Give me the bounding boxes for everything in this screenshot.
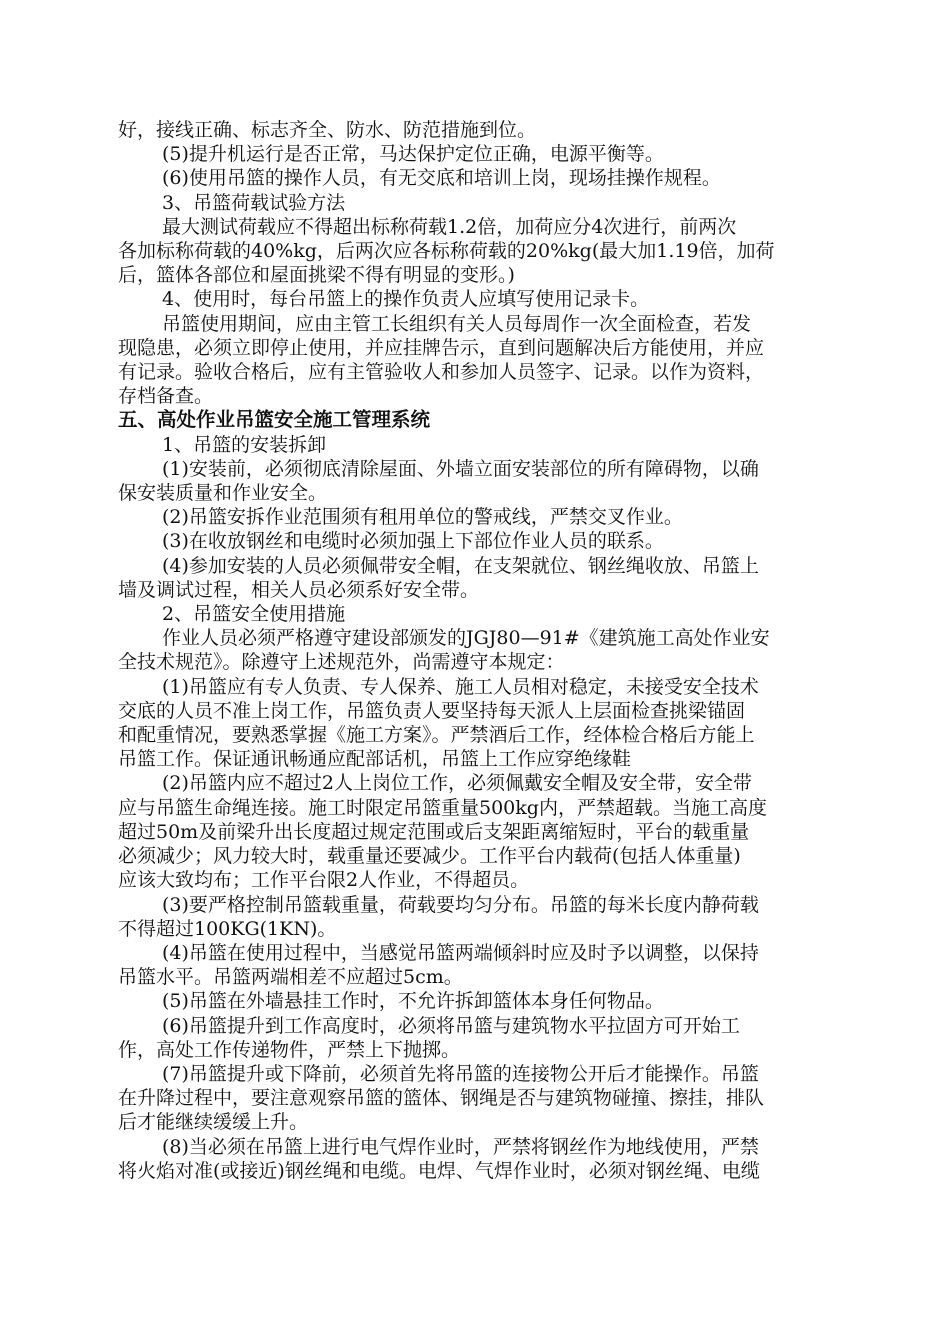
text-line: 将火焰对准(或接近)钢丝绳和电缆。电焊、气焊作业时，必须对钢丝绳、电缆 xyxy=(118,1159,760,1182)
text-line: 现隐患，必须立即停止使用，并应挂牌告示，直到问题解决后方能使用，并应 xyxy=(118,336,765,359)
text-line: (3)在收放钢丝和电缆时必须加强上下部位作业人员的联系。 xyxy=(162,530,664,553)
text-line: (8)当必须在吊篮上进行电气焊作业时，严禁将钢丝作为地线使用，严禁 xyxy=(162,1135,759,1158)
text-line: 好，接线正确、标志齐全、防水、防范措施到位。 xyxy=(118,119,537,141)
text-line: (1)吊篮应有专人负责、专人保养、施工人员相对稳定，未接受安全技术 xyxy=(162,675,759,698)
text-line: (2)吊篮安拆作业范围须有租用单位的警戒线，严禁交叉作业。 xyxy=(162,506,683,529)
text-line: (6)吊篮提升到工作高度时，必须将吊篮与建筑物水平拉固方可开始工 xyxy=(162,1014,740,1037)
text-line: 最大测试荷载应不得超出标称荷载1.2倍，加荷应分4次进行，前两次 xyxy=(162,215,737,238)
text-line: 4、使用时，每台吊篮上的操作负责人应填写使用记录卡。 xyxy=(162,288,650,311)
text-line: (1)安装前，必须彻底清除屋面、外墙立面安装部位的所有障碍物，以确 xyxy=(162,457,759,480)
text-line: (6)使用吊篮的操作人员，有无交底和培训上岗，现场挂操作规程。 xyxy=(162,167,721,190)
text-line: (4)吊篮在使用过程中，当感觉吊篮两端倾斜时应及时予以调整，以保持 xyxy=(162,941,759,964)
text-line: 应与吊篮生命绳连接。施工时限定吊篮重量500kg内，严禁超载。当施工高度 xyxy=(118,796,767,819)
text-line: 作，高处工作传递物件，严禁上下抛掷。 xyxy=(118,1038,461,1061)
text-line: 墙及调试过程，相关人员必须系好安全带。 xyxy=(118,578,480,601)
text-line: 应该大致均布；工作平台限2人作业，不得超员。 xyxy=(118,869,530,892)
text-line: 2、吊篮安全使用措施 xyxy=(162,603,346,626)
text-line: 和配重情况，要熟悉掌握《施工方案》。严禁酒后工作，经体检合格后方能上 xyxy=(118,724,755,747)
text-line: 作业人员必须严格遵守建设部颁发的JGJ80—91#《建筑施工高处作业安 xyxy=(162,627,770,650)
text-line: 交底的人员不准上岗工作，吊篮负责人要坚持每天派人上层面检查挑梁锚固 xyxy=(118,699,746,722)
text-line: 保安装质量和作业安全。 xyxy=(118,482,328,505)
section-heading: 五、高处作业吊篮安全施工管理系统 xyxy=(118,408,431,432)
text-line: (3)要严格控制吊篮载重量，荷载要均匀分布。吊篮的每米长度内静荷载 xyxy=(162,893,759,916)
text-line: 必须减少；风力较大时，载重量还要减少。工作平台内载荷(包括人体重量) xyxy=(118,845,741,868)
text-line: 吊篮水平。吊篮两端相差不应超过5cm。 xyxy=(118,966,463,989)
text-line: (4)参加安装的人员必须佩带安全帽，在支架就位、钢丝绳收放、吊篮上 xyxy=(162,554,759,577)
text-line: 各加标称荷载的40%kg，后两次应各标称荷载的20%kg(最大加1.19倍，加荷 xyxy=(118,240,775,263)
text-line: (5)提升机运行是否正常，马达保护定位正确，电源平衡等。 xyxy=(162,143,664,166)
text-line: 不得超过100KG(1KN)。 xyxy=(118,917,337,940)
text-line: 后才能继续缓缓上升。 xyxy=(118,1111,309,1134)
text-line: 存档备查。 xyxy=(118,385,214,408)
text-line: 1、吊篮的安装拆卸 xyxy=(162,433,327,456)
text-line: 有记录。验收合格后，应有主管验收人和参加人员签字、记录。以作为资料， xyxy=(118,361,765,384)
text-line: 在升降过程中，要注意观察吊篮的篮体、钢绳是否与建筑物碰撞、擦挂，排队 xyxy=(118,1087,765,1110)
text-line: 3、吊篮荷载试验方法 xyxy=(162,191,346,214)
text-line: 吊篮使用期间，应由主管工长组织有关人员每周作一次全面检查，若发 xyxy=(162,312,752,335)
document-page xyxy=(118,118,848,1183)
text-line: (5)吊篮在外墙悬挂工作时，不允许拆卸篮体本身任何物品。 xyxy=(162,990,664,1013)
text-line: 后，篮体各部位和屋面挑梁不得有明显的变形。) xyxy=(118,264,515,287)
text-line: 吊篮工作。保证通讯畅通应配部话机，吊篮上工作应穿绝缘鞋 xyxy=(118,748,632,771)
text-line: 全技术规范》。除遵守上述规范外，尚需遵守本规定： xyxy=(118,651,565,674)
text-line: (7)吊篮提升或下降前，必须首先将吊篮的连接物公开后才能操作。吊篮 xyxy=(162,1062,759,1085)
text-line: 超过50m及前梁升出长度超过规定范围或后支架距离缩短时，平台的载重量 xyxy=(118,820,750,843)
text-line: (2)吊篮内应不超过2人上岗位工作，必须佩戴安全帽及安全带，安全带 xyxy=(162,772,753,795)
